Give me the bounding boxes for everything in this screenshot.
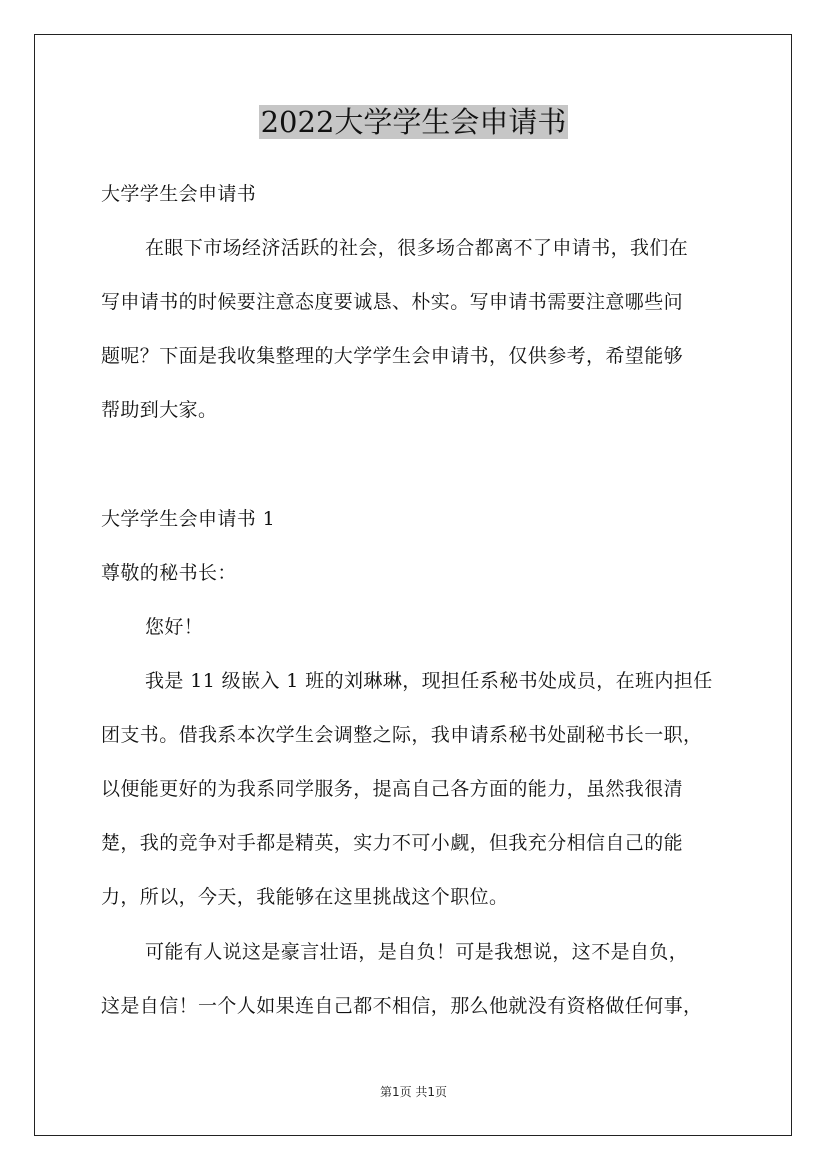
body-line: 我是 11 级嵌入 1 班的刘琳琳，现担任系秘书处成员，在班内担任 (145, 670, 713, 692)
body-line: 楚，我的竞争对手都是精英，实力不可小觑，但我充分相信自己的能 (101, 832, 684, 854)
greeting: 您好！ (145, 616, 204, 638)
salutation: 尊敬的秘书长： (101, 562, 237, 584)
intro-line: 帮助到大家。 (101, 399, 218, 421)
document-title (0, 100, 827, 144)
intro-line: 在眼下市场经济活跃的社会，很多场合都离不了申请书，我们在 (145, 237, 689, 259)
body-line: 可能有人说这是豪言壮语，是自负！可是我想说，这不是自负， (145, 941, 689, 963)
document-subtitle: 大学学生会申请书 (101, 183, 257, 205)
intro-line: 写申请书的时候要注意态度要诚恳、朴实。写申请书需要注意哪些问 (101, 291, 684, 313)
document-title-text: 2022大学学生会申请书 (260, 105, 567, 139)
body-line: 以便能更好的为我系同学服务，提高自己各方面的能力，虽然我很清 (101, 778, 684, 800)
page-footer: 第1页 共1页 (379, 1085, 448, 1099)
intro-line: 题呢？下面是我收集整理的大学学生会申请书，仅供参考，希望能够 (101, 345, 684, 367)
body-line: 力，所以，今天，我能够在这里挑战这个职位。 (101, 886, 509, 908)
body-line: 这是自信！一个人如果连自己都不相信，那么他就没有资格做任何事， (101, 995, 703, 1017)
body-line: 团支书。借我系本次学生会调整之际，我申请系秘书处副秘书长一职， (101, 724, 703, 746)
section-heading: 大学学生会申请书 1 (101, 508, 276, 530)
